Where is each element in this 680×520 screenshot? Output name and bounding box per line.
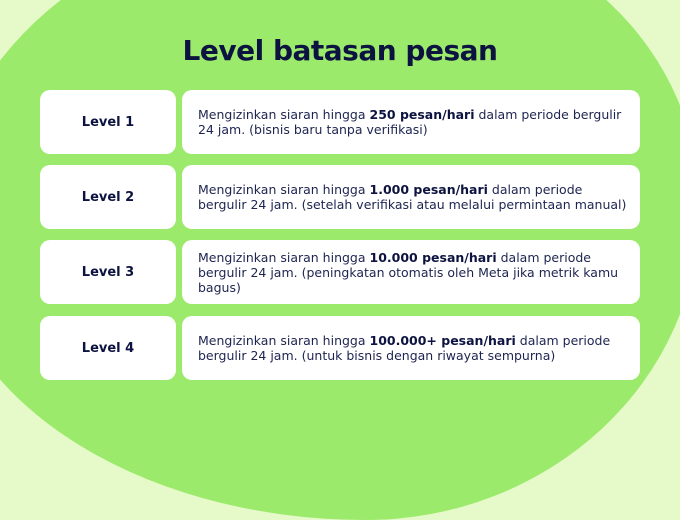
level-description: [182, 316, 640, 380]
level-row: [40, 316, 640, 380]
level-row: [40, 240, 640, 304]
message-limit: 250 pesan/hari: [369, 107, 475, 122]
description-text: [198, 250, 630, 295]
description-prefix: Mengizinkan siaran hingga: [198, 249, 370, 265]
description-prefix: Mengizinkan siaran hingga: [198, 107, 370, 122]
description-prefix: Mengizinkan siaran hingga: [198, 333, 370, 348]
level-description: [182, 240, 640, 304]
description-suffix: dalam periode bergulir 24 jam. (untuk bisnis dengan riwayat sempurna): [198, 333, 611, 363]
description-prefix: Mengizinkan siaran hingga: [198, 182, 370, 197]
level-description: [182, 165, 640, 229]
message-limit: 1.000 pesan/hari: [369, 182, 488, 197]
level-label: Level 2: [40, 165, 176, 229]
level-row: [40, 165, 640, 229]
level-description: [182, 90, 640, 154]
description-suffix: dalam periode bergulir 24 jam. (peningkatan otomatis oleh Meta jika metrik kamu bagus): [198, 249, 619, 295]
level-label: Level 3: [40, 240, 176, 304]
page-title: Level batasan pesan: [182, 34, 498, 67]
level-label: Level 1: [40, 90, 176, 154]
description-suffix: dalam periode bergulir 24 jam. (setelah verifikasi atau melalui permintaan manual): [198, 182, 627, 212]
description-text: [198, 107, 630, 137]
description-text: [198, 333, 630, 363]
message-limit: 10.000 pesan/hari: [369, 249, 497, 265]
description-text: [198, 182, 630, 212]
level-label: Level 4: [40, 316, 176, 380]
level-row: [40, 90, 640, 154]
message-limit: 100.000+ pesan/hari: [369, 333, 516, 348]
description-suffix: dalam periode bergulir 24 jam. (bisnis baru tanpa verifikasi): [198, 107, 622, 137]
